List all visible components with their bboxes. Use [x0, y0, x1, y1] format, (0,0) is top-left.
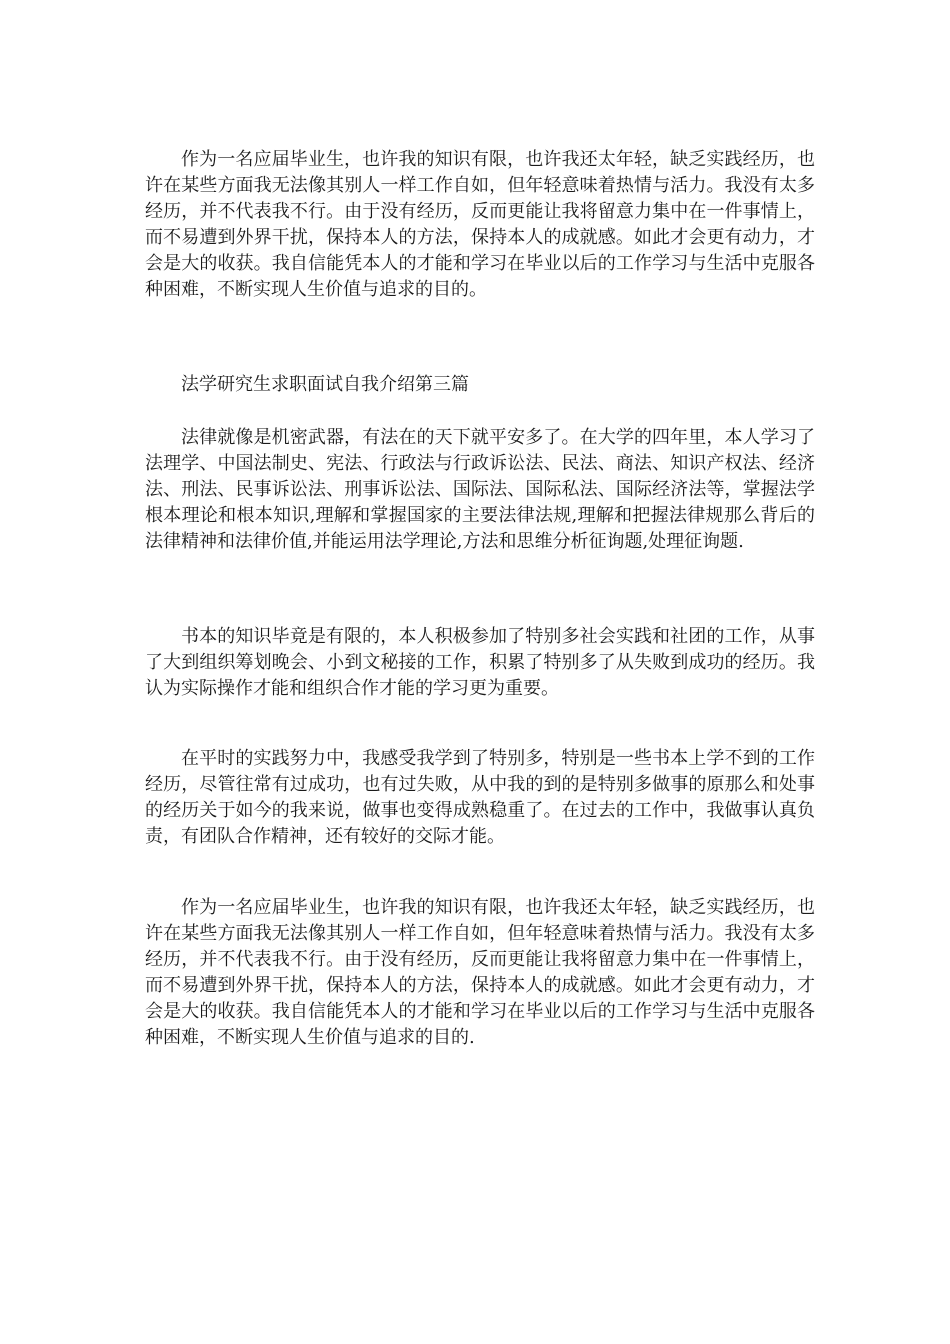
paragraph-3: 书本的知识毕竟是有限的，本人积极参加了特别多社会实践和社团的工作，从事了大到组织筹划晚会、小到文秘接的工作，积累了特别多了从失败到成功的经历。我认为实际操作才能和组织合作才能的学习更为重要。 [145, 626, 815, 699]
paragraph-2: 法律就像是机密武器，有法在的天下就平安多了。在大学的四年里，本人学习了法理学、中国法制史、宪法、行政法与行政诉讼法、民法、商法、知识产权法、经济法、刑法、民事诉讼法、刑事诉讼法、国际法、国际私法、国际经济法等，掌握法学根本理论和根本知识,理解和掌握国家的主要法律法规,理解和把握法律规那么背后的法律精神和法律价值,并能运用法学理论,方法和思维分析征询题,处理征询题. [145, 427, 815, 552]
paragraph-5: 作为一名应届毕业生，也许我的知识有限，也许我还太年轻，缺乏实践经历，也许在某些方面我无法像其别人一样工作自如，但年轻意味着热情与活力。我没有太多经历，并不代表我不行。由于没有经历，反而更能让我将留意力集中在一件事情上，而不易遭到外界干扰，保持本人的方法，保持本人的成就感。如此才会更有动力，才会是大的收获。我自信能凭本人的才能和学习在毕业以后的工作学习与生活中克服各种困难，不断实现人生价值与追求的目的. [145, 897, 815, 1048]
paragraph-4: 在平时的实践努力中，我感受我学到了特别多，特别是一些书本上学不到的工作经历，尽管往常有过成功，也有过失败，从中我的到的是特别多做事的原那么和处事的经历关于如今的我来说，做事也变得成熟稳重了。在过去的工作中，我做事认真负责，有团队合作精神，还有较好的交际才能。 [145, 748, 815, 847]
paragraph-1: 作为一名应届毕业生，也许我的知识有限，也许我还太年轻，缺乏实践经历，也许在某些方面我无法像其别人一样工作自如，但年轻意味着热情与活力。我没有太多经历，并不代表我不行。由于没有经历，反而更能让我将留意力集中在一件事情上，而不易遭到外界干扰，保持本人的方法，保持本人的成就感。如此才会更有动力，才会是大的收获。我自信能凭本人的才能和学习在毕业以后的工作学习与生活中克服各种困难，不断实现人生价值与追求的目的。 [145, 149, 815, 300]
section-heading: 法学研究生求职面试自我介绍第三篇 [181, 374, 469, 395]
